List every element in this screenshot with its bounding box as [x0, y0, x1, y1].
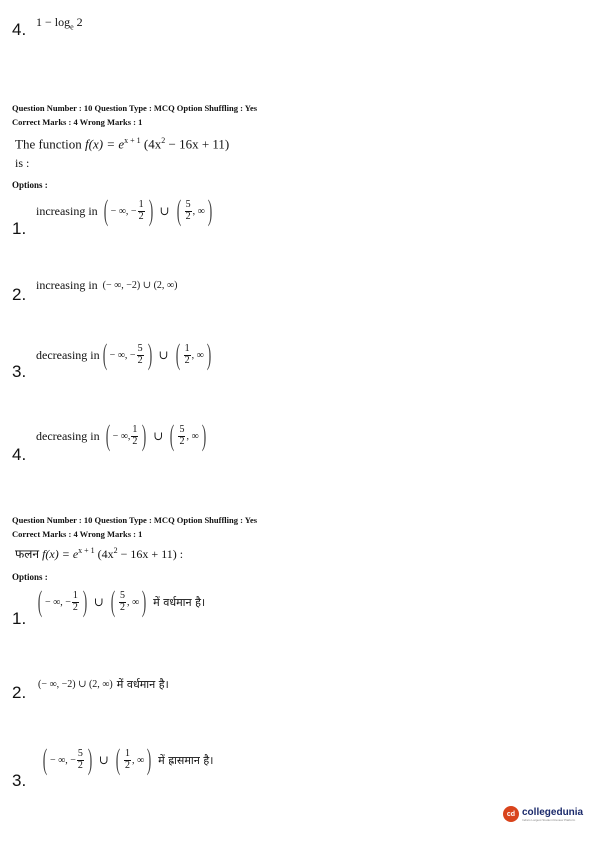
q2-option-number: 3. [12, 771, 27, 790]
q2-option-number: 1. [12, 609, 27, 628]
q1-option-number: 2. [12, 285, 27, 304]
q1-option-number: 3. [12, 362, 27, 381]
q1-option-3-math: ( − ∞, − $\frac{5}{2}$ ) ∪ ( $\frac{1}{2}$ , ∞ ) [102, 338, 212, 371]
q2-option-3-math: ( − ∞, − $\frac{5}{2}$ ) ∪ ( $\frac{1}{2}$ , ∞ ) [42, 743, 152, 776]
q1-option-3[interactable]: decreasing in ( − ∞, − $\frac{5}{2}$ ) ∪ ( $\frac{1}{2}$ , ∞ ) [36, 340, 214, 370]
q1-meta-line1: Question Number : 10 Question Type : MCQ Option Shuffling : Yes [12, 103, 258, 113]
prev-option-number: 4. [12, 20, 27, 39]
q1-option-4-math: ( − ∞, $\frac{1}{2}$ ) ∪ ( $\frac{5}{2}$ , ∞ ) [105, 419, 206, 452]
q1-option-number: 1. [12, 219, 27, 238]
q1-option-4[interactable]: decreasing in ( − ∞, $\frac{1}{2}$ ) ∪ ( $\frac{5}{2}$ , ∞ ) [36, 421, 209, 451]
logo-tagline: India's Largest Student Review Platform [522, 817, 576, 822]
collegedunia-logo [503, 806, 583, 822]
q1-options-label: Options : [12, 180, 48, 190]
q1-option-2[interactable]: increasing in (− ∞, −2) ∪ (2, ∞) [36, 278, 178, 292]
logo-badge-icon: cd [503, 806, 519, 822]
q2-statement: फलन $f(x) = e^{x + 1}$ $(4x^2 - 16x + 11)$ : [15, 546, 184, 561]
q1-statement-is: is : [15, 156, 30, 170]
q2-option-2[interactable]: (− ∞, −2) ∪ (2, ∞) में वर्धमान है। [38, 678, 169, 691]
q2-options-label: Options : [12, 572, 48, 582]
q1-meta-line2: Correct Marks : 4 Wrong Marks : 1 [12, 117, 143, 127]
q1-option-number: 4. [12, 445, 27, 464]
q2-option-3[interactable]: ( − ∞, − $\frac{5}{2}$ ) ∪ ( $\frac{1}{2}$ , ∞ ) में ह्रासमान है। [40, 745, 213, 775]
q1-statement: The function $f(x) = e^{x + 1}$ $(4x^2 - 16x + 11)$ [15, 136, 230, 152]
q2-meta-line2: Correct Marks : 4 Wrong Marks : 1 [12, 529, 143, 539]
q2-option-1-math: ( − ∞, − $\frac{1}{2}$ ) ∪ ( $\frac{5}{2}$ , ∞ ) [37, 585, 147, 618]
q2-meta-line1: Question Number : 10 Question Type : MCQ Option Shuffling : Yes [12, 515, 258, 525]
logo-name: collegedunia [522, 806, 584, 818]
prev-option-text: $1 - \log_e 2$ [36, 15, 83, 32]
q2-option-1[interactable]: ( − ∞, − $\frac{1}{2}$ ) ∪ ( $\frac{5}{2}$ , ∞ ) में वर्धमान है। [35, 587, 205, 617]
q1-option-1-math: ( − ∞, − $\frac{1}{2}$ ) ∪ ( $\frac{5}{2}$ , ∞ ) [103, 194, 213, 227]
q2-option-number: 2. [12, 683, 27, 702]
q1-option-1[interactable]: increasing in ( − ∞, − $\frac{1}{2}$ ) ∪ ( $\frac{5}{2}$ , ∞ ) [36, 196, 215, 226]
